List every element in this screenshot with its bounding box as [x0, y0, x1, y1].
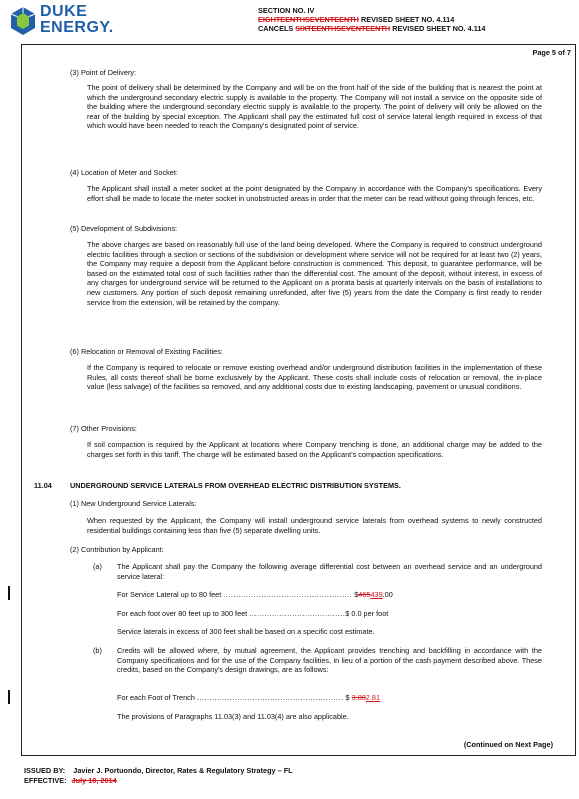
credit-row-label: For each Foot of Trench [117, 693, 195, 702]
revision-bar [8, 586, 10, 600]
credit-row-trench [117, 693, 380, 703]
subsection-1-heading: (1) New Underground Service Laterals: [70, 499, 197, 508]
duke-energy-logo-mark [10, 6, 36, 36]
item-6-heading: (6) Relocation or Removal of Existing Facilities: [70, 347, 223, 356]
fee-row-service-lateral [117, 590, 393, 600]
revision-bar [8, 690, 10, 704]
fee-old-value: 465 [358, 590, 371, 599]
fee-row-leader: ...................................... [249, 609, 346, 618]
cancels-rest-text: REVISED SHEET NO. 4.114 [390, 24, 486, 33]
fee-cents: .00 [382, 590, 393, 599]
item-3-heading: (3) Point of Delivery: [70, 68, 137, 77]
item-7-heading: (7) Other Provisions: [70, 424, 137, 433]
section-1104-number: 11.04 [34, 481, 52, 490]
effective-label: EFFECTIVE: [24, 776, 67, 785]
effective-date: July 10, 2014 [71, 776, 117, 785]
item-5-body: The above charges are based on reasonably full use of the land being developed. Where the Company is required to construct underground electric facilities through a section or sections of the subdivision or development where service will not be required for at least two (2) years, the Company may require a deposit from the Applicant before construction is commenced. This deposit, to guarantee performance, will be based on the estimated total cost of such facilities rather than the differential cost. The amount of the deposit, without interest, in excess of any charges for underground service will be returned to the Applicant on a prorata basis at quarterly intervals on the basis of installations to new customers. Any portion of such deposit remaining unrefunded, after five (5) years from the date the Company is first ready to render service from the extension, will be retained by the company. [87, 240, 542, 307]
page-number: Page 5 of 7 [532, 48, 571, 57]
subsection-1-body: When requested by the Applicant, the Company will install underground service laterals from overhead systems to newly constructed residential buildings containing less than five (5) separate dwelling units. [87, 516, 542, 535]
section-number: SECTION NO. IV [258, 6, 315, 15]
fee-row-dollar: $ [354, 590, 359, 599]
duke-energy-logo [10, 4, 130, 38]
clause-a-label: (a) [93, 562, 102, 571]
fee-new-value: 439 [370, 590, 383, 599]
clause-b-note: The provisions of Paragraphs 11.03(3) and 11.03(4) are also applicable. [117, 712, 349, 721]
fee-row-label: For each foot over 80 feet up to 300 feet [117, 609, 248, 618]
fee-row-per-foot [117, 609, 388, 619]
cancels-line [258, 24, 485, 34]
issued-by-label: ISSUED BY: [24, 766, 66, 775]
issued-by-value: Javier J. Portuondo, Director, Rates & Regulatory Strategy – FL [73, 766, 293, 775]
clause-b-label: (b) [93, 646, 102, 655]
cancels-label: CANCELS [258, 24, 296, 33]
item-5-heading: (5) Development of Subdivisions: [70, 224, 178, 233]
effective-line [24, 776, 117, 786]
section-1104-title: UNDERGROUND SERVICE LATERALS FROM OVERHEAD ELECTRIC DISTRIBUTION SYSTEMS. [70, 481, 401, 490]
item-4-heading: (4) Location of Meter and Socket: [70, 168, 178, 177]
logo-text-duke: DUKE [40, 3, 88, 20]
clause-a-body: The Applicant shall pay the Company the following average differential cost between an overhead service and an underground service lateral: [117, 562, 542, 581]
cancels-struck-text: SIXTEENTHSEVENTEENTH [295, 24, 391, 33]
fee-row-leader: ................................................... [223, 590, 353, 599]
credit-new-value: 2.81 [365, 693, 381, 702]
item-6-body: If the Company is required to relocate or remove existing overhead and/or underground distribution facilities in the implementation of these Rules, all costs thereof shall be borne exclusively by the Applicant. These costs shall include costs of relocation or removal, the in-place value (less salvage) of the facilities so removed, and any additional costs due to existing landscaping, pavement or unusual conditions. [87, 363, 542, 392]
sheet-struck-text: EIGHTEENTHSEVENTEENTH [258, 15, 359, 24]
continued-note: (Continued on Next Page) [463, 740, 553, 749]
clause-a-note: Service laterals in excess of 300 feet shall be based on a specific cost estimate. [117, 627, 375, 636]
fee-row-label: For Service Lateral up to 80 feet [117, 590, 222, 599]
credit-row-leader: .......................................................... [196, 693, 344, 702]
logo-text-energy: ENERGY. [40, 19, 114, 36]
credit-old-value: 3.88 [351, 693, 366, 702]
fee-row-value: $ 0.0 per foot [345, 609, 389, 618]
sheet-rest-text: REVISED SHEET NO. 4.114 [358, 15, 455, 24]
credit-row-dollar: $ [345, 693, 350, 702]
subsection-2-heading: (2) Contribution by Applicant: [70, 545, 164, 554]
item-3-body: The point of delivery shall be determined by the Company and will be on the front half of the side of the building that is nearest the point at which the underground secondary electric supply is available to the property. The Company will not install a service on the opposite side of the building where the underground secondary electric supply is available to the property. The point of delivery will only be allowed on the rear of the building by special exception. The Applicant shall pay the estimated full cost of service lateral length required in excess of that which would have been needed to reach the Company's designated point of service. [87, 83, 542, 131]
clause-b-body: Credits will be allowed where, by mutual agreement, the Applicant provides trenching and backfilling in accordance with the Company specifications and for the use of the Company facilities, in lieu of a portion of the cash payment described above. These credits, based on the Company's design drawings, are as follows: [117, 646, 542, 675]
item-4-body: The Applicant shall install a meter socket at the point designated by the Company in accordance with the Company's specifications. Every effort shall be made to locate the meter socket in unobstructed areas in order that the meter can be read without going through fences, etc. [87, 184, 542, 203]
item-7-body: If soil compaction is required by the Applicant at locations where Company trenching is done, an additional charge may be added to the charges set forth in this tariff. The charge will be estimated based on the Applicant's compaction specifications. [87, 440, 542, 459]
issued-by-line [24, 766, 293, 776]
